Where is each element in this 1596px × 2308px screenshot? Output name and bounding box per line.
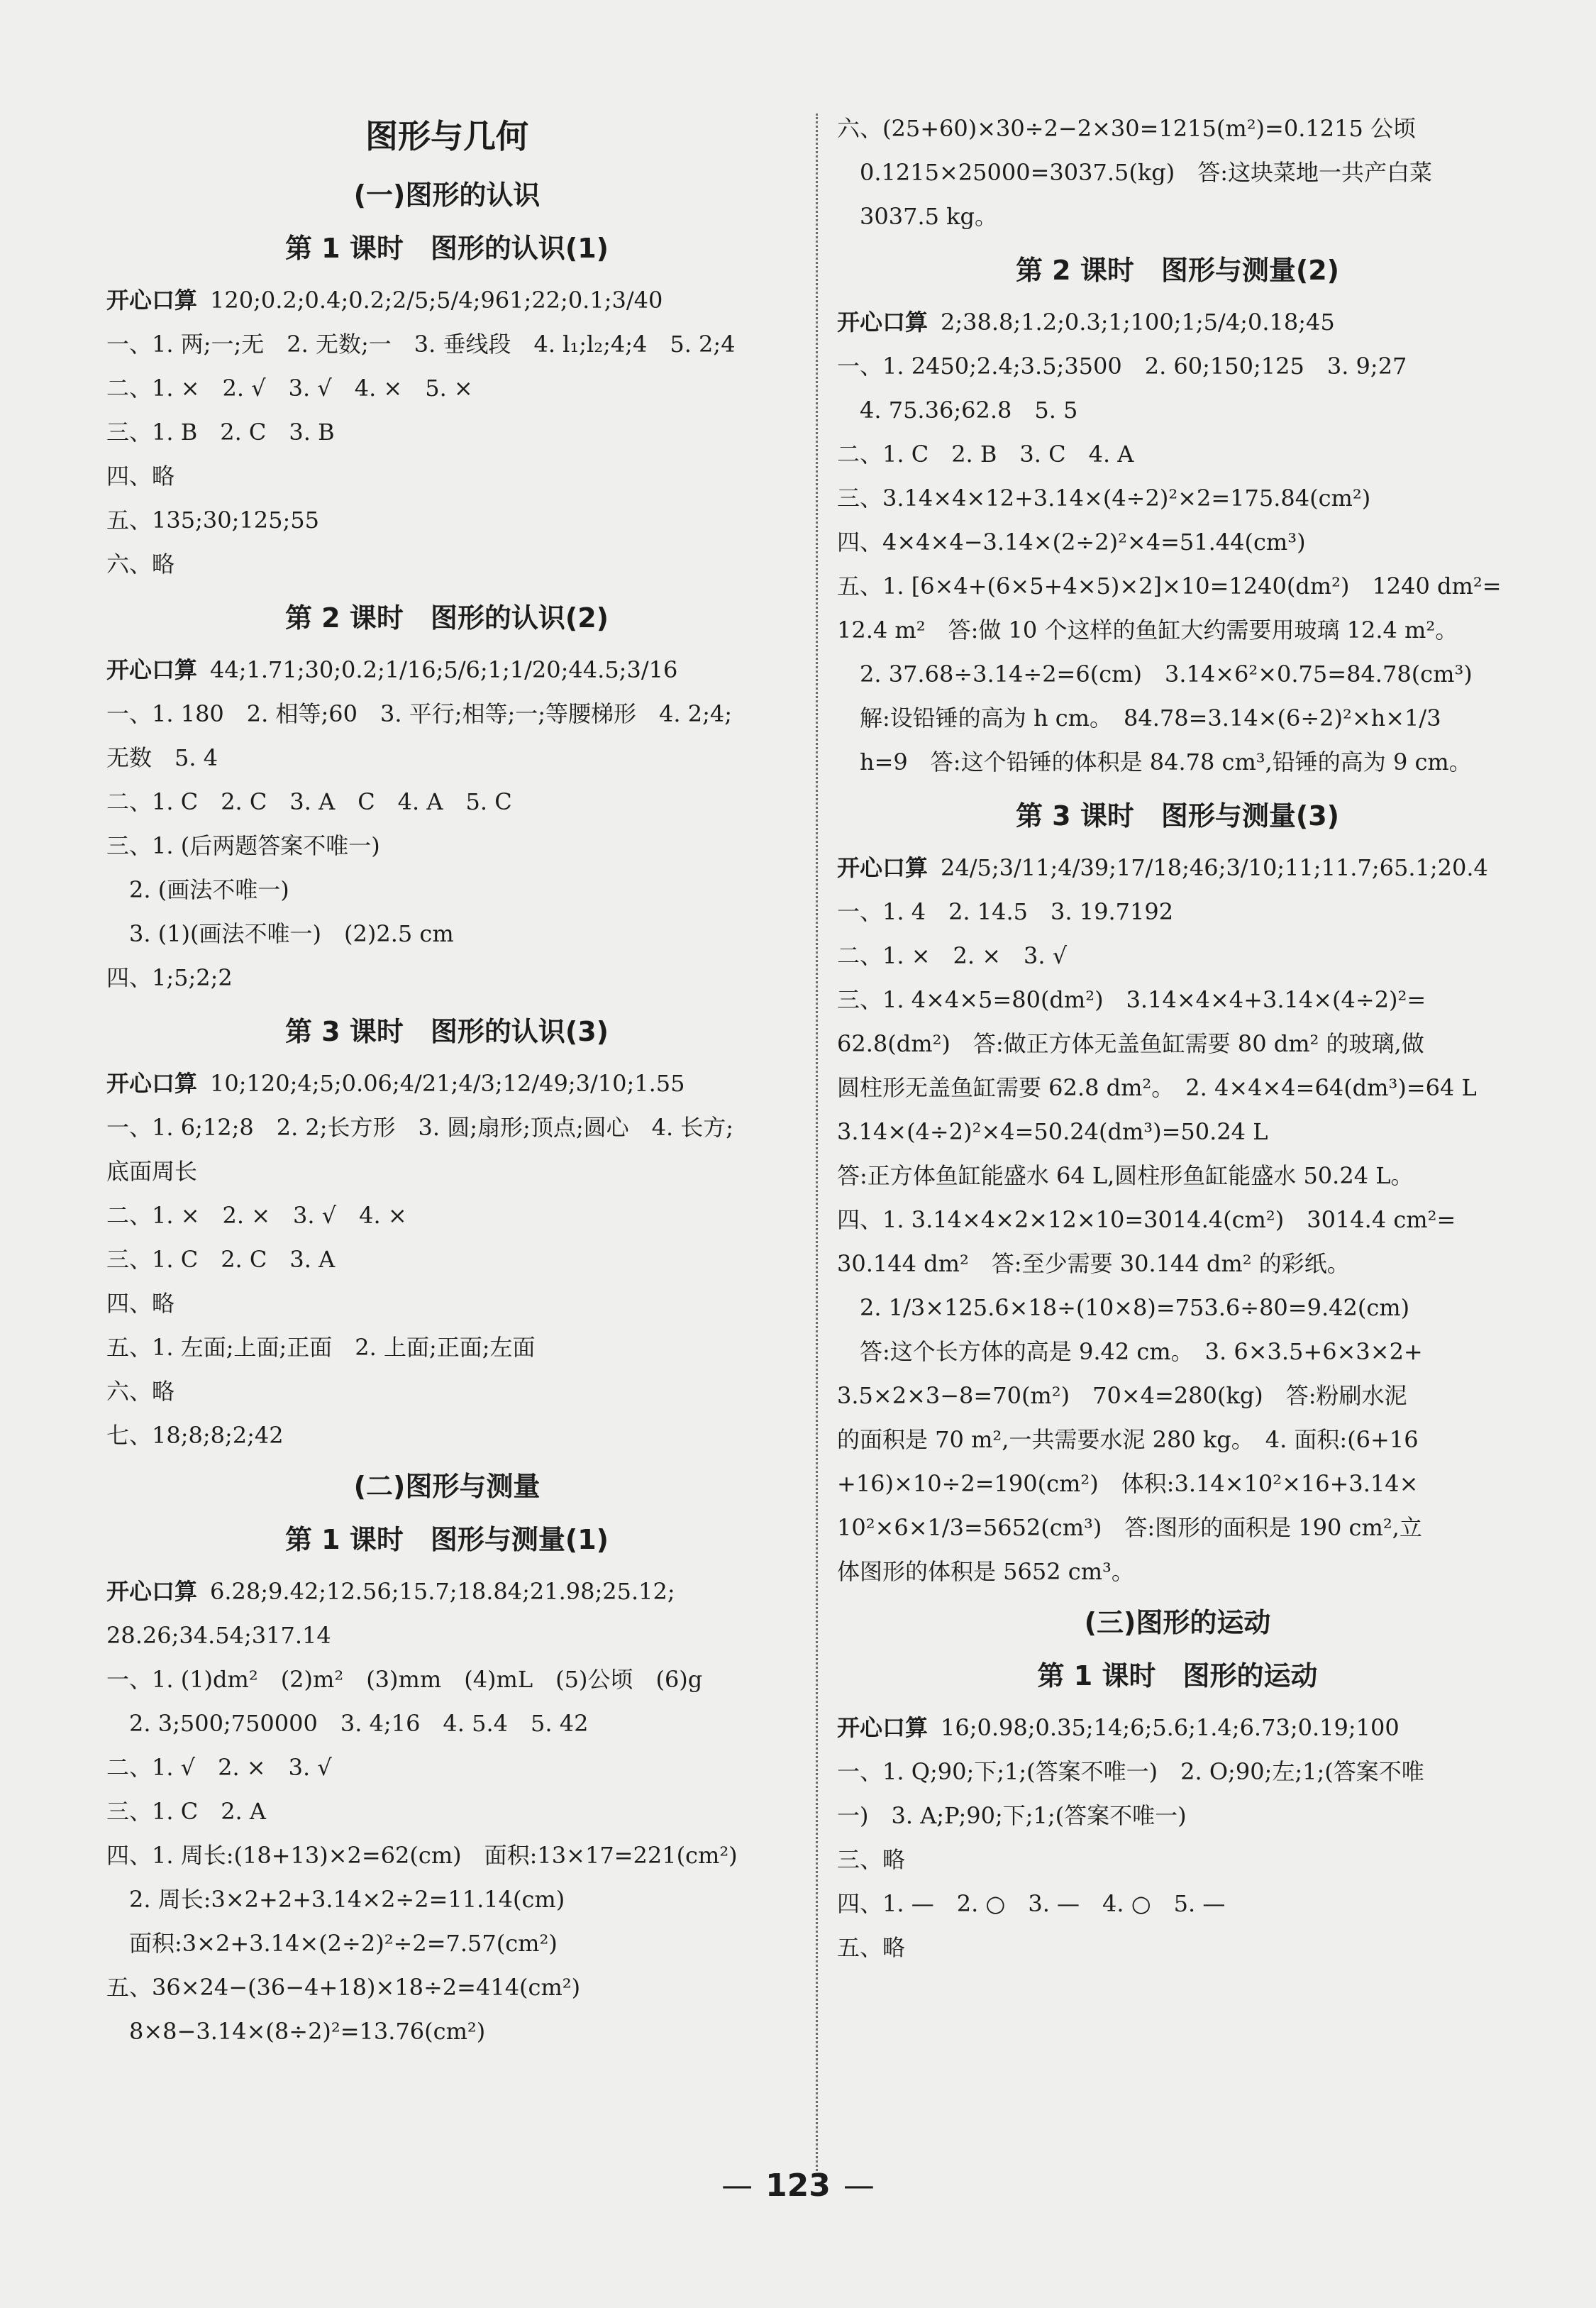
- footer-dash: —: [843, 2168, 875, 2204]
- answer-text: 五、36×24−(36−4+18)×18÷2=414(cm²): [106, 1974, 581, 2001]
- answer-line: [837, 1110, 1518, 1154]
- answer-line: [837, 388, 1518, 432]
- answer-text: 五、135;30;125;55: [106, 507, 319, 534]
- answer-line: [106, 1701, 787, 1745]
- answer-text: 2. 37.68÷3.14÷2=6(cm) 3.14×6²×0.75=84.78(cm³): [837, 661, 1473, 688]
- answer-text: 底面周长: [106, 1158, 198, 1185]
- mental-math-label: 开心口算: [106, 1578, 198, 1605]
- answer-text: 四、1;5;2;2: [106, 964, 233, 991]
- lesson-title: 第 2 课时 图形的认识(2): [284, 602, 609, 634]
- answer-text: 24/5;3/11;4/39;17/18;46;3/10;11;11.7;65.1;20.4: [941, 854, 1488, 881]
- answer-text: 30.144 dm² 答:至少需要 30.144 dm² 的彩纸。: [837, 1250, 1350, 1277]
- answer-line: [106, 498, 787, 542]
- answer-text: 一、1. 6;12;8 2. 2;长方形 3. 圆;扇形;顶点;圆心 4. 长方;: [106, 1114, 734, 1141]
- answer-text: 三、1. 4×4×5=80(dm²) 3.14×4×4+3.14×(4÷2)²=: [837, 986, 1426, 1013]
- answer-line: [837, 1926, 1518, 1970]
- answer-line: [837, 1462, 1518, 1506]
- answer-line: [106, 454, 787, 498]
- section-title: (三)图形的运动: [1084, 1607, 1271, 1638]
- answer-text: 二、1. C 2. B 3. C 4. A: [837, 441, 1134, 468]
- answer-text: 3.5×2×3−8=70(m²) 70×4=280(kg) 答:粉刷水泥: [837, 1382, 1407, 1409]
- answer-line: [837, 1198, 1518, 1242]
- answer-page: [106, 106, 1518, 2221]
- footer-dash: —: [721, 2168, 753, 2204]
- answer-line: [106, 1789, 787, 1833]
- answer-text: 2. 1/3×125.6×18÷(10×8)=753.6÷80=9.42(cm): [837, 1294, 1410, 1321]
- answer-text: 六、略: [106, 1378, 175, 1405]
- answer-text: 三、1. B 2. C 3. B: [106, 419, 335, 446]
- answer-line: [106, 912, 787, 956]
- answer-line: [106, 648, 787, 692]
- answer-text: 8×8−3.14×(8÷2)²=13.76(cm²): [106, 2018, 486, 2045]
- page-number-footer: [0, 2168, 1596, 2204]
- right-column: [837, 106, 1518, 1970]
- answer-line: [837, 1882, 1518, 1926]
- answer-line: [106, 1877, 787, 1921]
- answer-line: [837, 1242, 1518, 1286]
- answer-line: [837, 432, 1518, 476]
- answer-text: +16)×10÷2=190(cm²) 体积:3.14×10²×16+3.14×: [837, 1470, 1419, 1497]
- lesson-block: [837, 248, 1518, 784]
- mental-math-label: 开心口算: [106, 656, 198, 683]
- answer-text: 解:设铅锤的高为 h cm。 84.78=3.14×(6÷2)²×h×1/3: [837, 705, 1441, 731]
- answer-line: 3037.5 kg。: [837, 203, 998, 230]
- answer-text: 五、1. 左面;上面;正面 2. 上面;正面;左面: [106, 1334, 536, 1361]
- lesson-block: [106, 226, 787, 586]
- answer-line: [837, 652, 1518, 696]
- answer-text: 120;0.2;0.4;0.2;2/5;5/4;961;22;0.1;3/40: [210, 287, 663, 314]
- answer-line: [837, 1794, 1518, 1838]
- lesson-title: 第 1 课时 图形的运动: [1037, 1660, 1318, 1691]
- answer-line: [106, 692, 787, 736]
- answer-line: [106, 868, 787, 912]
- answer-line: [837, 846, 1518, 890]
- lesson-title: 第 3 课时 图形的认识(3): [284, 1016, 609, 1047]
- answer-line: [837, 476, 1518, 520]
- answer-text: 无数 5. 4: [106, 744, 218, 771]
- page-number: 123: [765, 2168, 831, 2204]
- answer-line: [106, 1193, 787, 1237]
- answer-text: 六、略: [106, 551, 175, 578]
- lesson-block: [837, 1654, 1518, 1970]
- answer-text: 三、1. C 2. A: [106, 1798, 267, 1825]
- answer-line: [106, 956, 787, 1000]
- answer-text: 10;120;4;5;0.06;4/21;4/3;12/49;3/10;1.55: [210, 1070, 685, 1097]
- answer-line: [106, 1965, 787, 2009]
- answer-line: [106, 278, 787, 322]
- answer-line: [837, 934, 1518, 978]
- answer-text: h=9 答:这个铅锤的体积是 84.78 cm³,铅锤的高为 9 cm。: [837, 749, 1472, 775]
- answer-line: [106, 1061, 787, 1105]
- answer-line: [106, 1569, 787, 1613]
- answer-line: [837, 696, 1518, 740]
- answer-text: 一、1. Q;90;下;1;(答案不唯一) 2. O;90;左;1;(答案不唯: [837, 1758, 1424, 1785]
- answer-line: [106, 1745, 787, 1789]
- answer-line: [106, 1105, 787, 1149]
- answer-line: [106, 366, 787, 410]
- answer-text: 七、18;8;8;2;42: [106, 1422, 284, 1449]
- answer-line: [106, 1281, 787, 1325]
- answer-line: [837, 344, 1518, 388]
- answer-text: 三、1. C 2. C 3. A: [106, 1246, 336, 1273]
- answer-line: [106, 1237, 787, 1281]
- section-title: (二)图形与测量: [353, 1471, 541, 1502]
- answer-line: [106, 780, 787, 824]
- lesson-block: [837, 794, 1518, 1594]
- answer-line: 0.1215×25000=3037.5(kg) 答:这块菜地一共产白菜: [837, 159, 1432, 186]
- answer-line: [106, 1369, 787, 1413]
- lesson-title: 第 1 课时 图形与测量(1): [284, 1524, 609, 1555]
- lesson-title: 第 2 课时 图形与测量(2): [1015, 255, 1340, 286]
- answer-line: [106, 1413, 787, 1457]
- mental-math-label: 开心口算: [106, 1070, 198, 1097]
- page-title: 图形与几何: [365, 117, 528, 155]
- answer-line: 六、(25+60)×30÷2−2×30=1215(m²)=0.1215 公顷: [837, 115, 1416, 142]
- answer-text: 28.26;34.54;317.14: [106, 1622, 331, 1649]
- answer-text: 二、1. × 2. × 3. √: [837, 942, 1068, 969]
- answer-line: [837, 1706, 1518, 1750]
- answer-line: [837, 1286, 1518, 1330]
- answer-line: [837, 1750, 1518, 1794]
- answer-text: 二、1. C 2. C 3. A C 4. A 5. C: [106, 788, 512, 815]
- answer-text: 答:正方体鱼缸能盛水 64 L,圆柱形鱼缸能盛水 50.24 L。: [837, 1162, 1414, 1189]
- answer-text: 6.28;9.42;12.56;15.7;18.84;21.98;25.12;: [210, 1578, 675, 1605]
- answer-line: [106, 410, 787, 454]
- answer-line: [837, 520, 1518, 564]
- answer-line: [106, 1921, 787, 1965]
- answer-text: 16;0.98;0.35;14;6;5.6;1.4;6.73;0.19;100: [941, 1714, 1400, 1741]
- mental-math-label: 开心口算: [837, 309, 929, 336]
- answer-text: 2. (画法不唯一): [106, 876, 289, 903]
- answer-text: 一、1. 180 2. 相等;60 3. 平行;相等;一;等腰梯形 4. 2;4;: [106, 700, 733, 727]
- answer-text: 2;38.8;1.2;0.3;1;100;1;5/4;0.18;45: [941, 309, 1335, 336]
- intro-block: [837, 106, 1518, 238]
- answer-text: 10²×6×1/3=5652(cm³) 答:图形的面积是 190 cm²,立: [837, 1514, 1422, 1541]
- answer-line: [837, 1330, 1518, 1374]
- lesson-block: [106, 596, 787, 1000]
- answer-text: 三、3.14×4×12+3.14×(4÷2)²×2=175.84(cm²): [837, 485, 1371, 512]
- answer-text: 三、1. (后两题答案不唯一): [106, 832, 380, 859]
- answer-text: 四、1. 3.14×4×2×12×10=3014.4(cm²) 3014.4 cm²=: [837, 1206, 1456, 1233]
- answer-line: [106, 1657, 787, 1701]
- answer-text: 四、略: [106, 1290, 175, 1317]
- answer-line: [106, 322, 787, 366]
- answer-line: [837, 1022, 1518, 1066]
- mental-math-label: 开心口算: [837, 854, 929, 881]
- answer-line: [106, 824, 787, 868]
- answer-text: 4. 75.36;62.8 5. 5: [837, 397, 1078, 424]
- lesson-block: [106, 1518, 787, 2053]
- answer-text: 62.8(dm²) 答:做正方体无盖鱼缸需要 80 dm² 的玻璃,做: [837, 1030, 1424, 1057]
- answer-text: 三、略: [837, 1846, 906, 1873]
- answer-line: [106, 1149, 787, 1193]
- answer-text: 四、1. — 2. ○ 3. — 4. ○ 5. —: [837, 1890, 1226, 1917]
- answer-text: 二、1. × 2. × 3. √ 4. ×: [106, 1202, 407, 1229]
- answer-text: 3.14×(4÷2)²×4=50.24(dm³)=50.24 L: [837, 1118, 1268, 1145]
- answer-line: [837, 1550, 1518, 1594]
- answer-line: [106, 1325, 787, 1369]
- answer-line: [837, 1066, 1518, 1110]
- answer-line: [106, 1833, 787, 1877]
- answer-text: 44;1.71;30;0.2;1/16;5/6;1;1/20;44.5;3/16: [210, 656, 678, 683]
- answer-line: [837, 1838, 1518, 1882]
- answer-text: 2. 周长:3×2+2+3.14×2÷2=11.14(cm): [106, 1886, 565, 1913]
- answer-line: [837, 564, 1518, 608]
- answer-line: [106, 736, 787, 780]
- answer-text: 二、1. × 2. √ 3. √ 4. × 5. ×: [106, 375, 473, 402]
- answer-line: [106, 2009, 787, 2053]
- lesson-title: 第 1 课时 图形的认识(1): [284, 233, 609, 264]
- answer-text: 四、略: [106, 463, 175, 490]
- answer-line: [106, 542, 787, 586]
- answer-text: 圆柱形无盖鱼缸需要 62.8 dm²。 2. 4×4×4=64(dm³)=64 L: [837, 1074, 1477, 1101]
- answer-text: 一、1. 2450;2.4;3.5;3500 2. 60;150;125 3. 9;27: [837, 353, 1407, 380]
- mental-math-label: 开心口算: [106, 287, 198, 314]
- answer-text: 体图形的体积是 5652 cm³。: [837, 1558, 1134, 1585]
- answer-text: 五、略: [837, 1934, 906, 1961]
- answer-line: [837, 1506, 1518, 1550]
- lesson-block: [106, 1010, 787, 1457]
- left-column: [106, 106, 787, 2053]
- answer-line: [837, 890, 1518, 934]
- answer-line: [837, 1418, 1518, 1462]
- answer-text: 一、1. 两;一;无 2. 无数;一 3. 垂线段 4. l₁;l₂;4;4 5. 2;4: [106, 331, 736, 358]
- mental-math-label: 开心口算: [837, 1714, 929, 1741]
- answer-line: [106, 1613, 787, 1657]
- answer-text: 五、1. [6×4+(6×5+4×5)×2]×10=1240(dm²) 1240 dm²=: [837, 573, 1502, 600]
- answer-text: 的面积是 70 m²,一共需要水泥 280 kg。 4. 面积:(6+16: [837, 1426, 1419, 1453]
- answer-text: 一、1. (1)dm² (2)m² (3)mm (4)mL (5)公顷 (6)g: [106, 1666, 703, 1693]
- answer-text: 3. (1)(画法不唯一) (2)2.5 cm: [106, 920, 454, 947]
- answer-line: [837, 978, 1518, 1022]
- answer-line: [837, 300, 1518, 344]
- answer-text: 四、1. 周长:(18+13)×2=62(cm) 面积:13×17=221(cm²): [106, 1842, 738, 1869]
- lesson-title: 第 3 课时 图形与测量(3): [1015, 800, 1340, 832]
- answer-line: [837, 1154, 1518, 1198]
- answer-text: 二、1. √ 2. × 3. √: [106, 1754, 332, 1781]
- answer-text: 2. 3;500;750000 3. 4;16 4. 5.4 5. 42: [106, 1710, 589, 1737]
- answer-text: 12.4 m² 答:做 10 个这样的鱼缸大约需要用玻璃 12.4 m²。: [837, 617, 1458, 644]
- column-divider: [816, 114, 818, 2171]
- answer-text: 四、4×4×4−3.14×(2÷2)²×4=51.44(cm³): [837, 529, 1306, 556]
- answer-text: 答:这个长方体的高是 9.42 cm。 3. 6×3.5+6×3×2+: [837, 1338, 1423, 1365]
- section-title: (一)图形的认识: [353, 180, 541, 211]
- answer-text: 面积:3×2+3.14×(2÷2)²÷2=7.57(cm²): [106, 1930, 558, 1957]
- answer-line: [837, 740, 1518, 784]
- answer-text: 一) 3. A;P;90;下;1;(答案不唯一): [837, 1802, 1187, 1829]
- answer-line: [837, 608, 1518, 652]
- answer-line: [837, 1374, 1518, 1418]
- answer-text: 一、1. 4 2. 14.5 3. 19.7192: [837, 898, 1174, 925]
